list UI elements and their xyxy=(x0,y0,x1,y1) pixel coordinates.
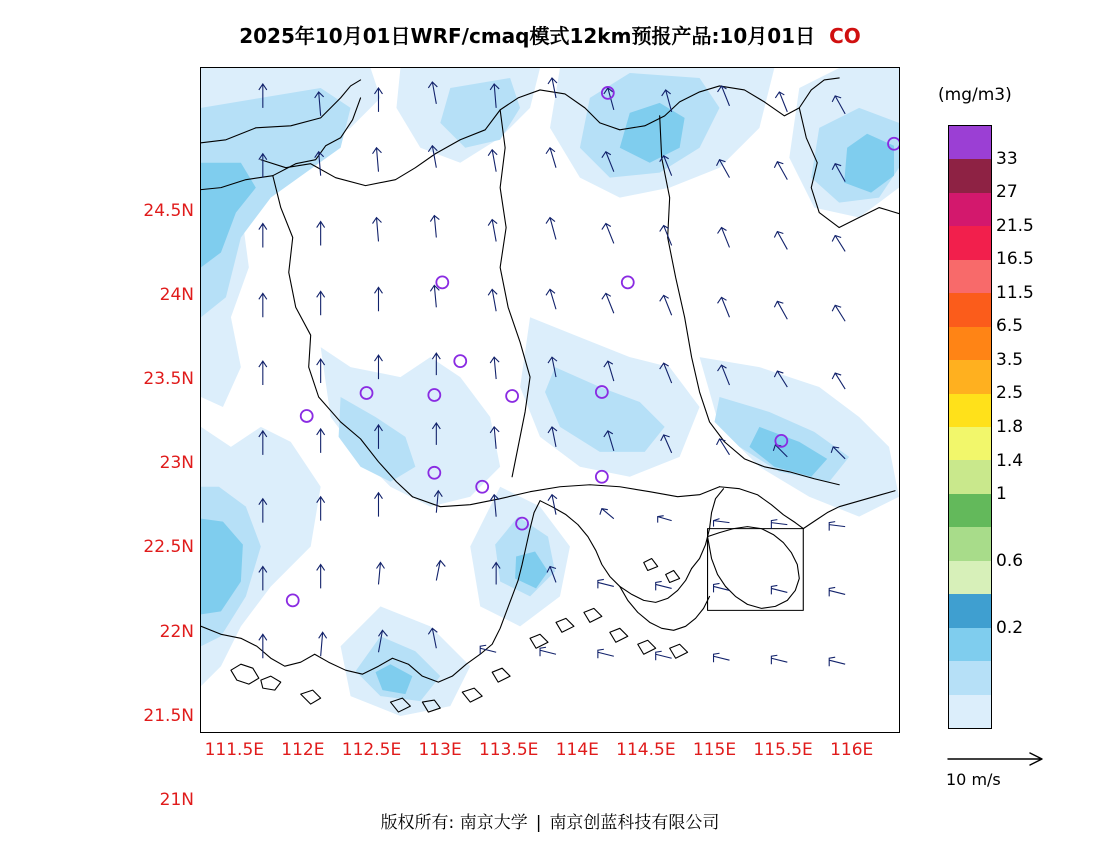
colorbar-cell xyxy=(949,695,991,728)
colorbar-cell xyxy=(949,193,991,226)
x-axis-labels xyxy=(200,740,900,768)
y-axis-tick: 21N xyxy=(159,789,194,810)
wind-scale-label: 10 m/s xyxy=(946,770,1001,789)
colorbar-tick: 33 xyxy=(996,148,1018,169)
x-axis-tick: 113.5E xyxy=(478,740,539,760)
footer-copyright xyxy=(0,808,1100,833)
y-axis-tick: 22.5N xyxy=(143,537,194,558)
colorbar-cell xyxy=(949,594,991,627)
colorbar-tick: 0.6 xyxy=(996,551,1024,572)
colorbar-cell xyxy=(949,126,991,159)
colorbar-cell xyxy=(949,360,991,393)
colorbar-cell xyxy=(949,427,991,460)
footer-right: 南京创蓝科技有限公司 xyxy=(549,813,720,833)
x-axis-tick: 114E xyxy=(555,740,599,760)
colorbar-cell xyxy=(949,561,991,594)
x-axis-tick: 115E xyxy=(692,740,737,760)
y-axis-tick: 24.5N xyxy=(143,200,194,221)
colorbar-cell xyxy=(949,494,991,527)
colorbar-cell xyxy=(949,527,991,560)
colorbar-tick: 0.2 xyxy=(996,618,1024,639)
colorbar-cell xyxy=(949,628,991,661)
y-axis-labels xyxy=(120,67,194,810)
colorbar-tick: 2.5 xyxy=(996,383,1024,404)
y-axis-tick: 24N xyxy=(159,284,194,305)
y-axis-tick: 22N xyxy=(159,621,194,642)
colorbar-tick: 21.5 xyxy=(996,215,1034,236)
colorbar-tick: 3.5 xyxy=(996,349,1024,370)
footer-left: 版权所有: 南京大学 xyxy=(380,813,528,833)
x-axis-tick: 111.5E xyxy=(204,740,265,760)
map-svg xyxy=(201,68,899,732)
colorbar-cell xyxy=(949,260,991,293)
colorbar-tick: 1.8 xyxy=(996,417,1024,437)
colorbar-cell xyxy=(949,460,991,493)
page-title xyxy=(0,20,1100,49)
colorbar-cell xyxy=(949,327,991,360)
colorbar xyxy=(948,125,992,729)
colorbar-tick: 16.5 xyxy=(996,249,1034,270)
wind-scale-arrow-icon xyxy=(944,748,1064,770)
y-axis-tick: 21.5N xyxy=(143,705,194,726)
colorbar-cell xyxy=(949,226,991,259)
colorbar-tick: 27 xyxy=(996,182,1018,203)
colorbar-ticks xyxy=(996,125,1096,729)
colorbar-tick: 6.5 xyxy=(996,316,1024,337)
colorbar-tick: 1 xyxy=(996,484,1007,505)
footer-separator: | xyxy=(535,813,542,833)
y-axis-tick: 23N xyxy=(159,453,194,474)
colorbar-cell xyxy=(949,159,991,192)
map-plot-area[interactable] xyxy=(200,67,900,733)
colorbar-cell xyxy=(949,661,991,694)
x-axis-tick: 113E xyxy=(418,740,462,760)
colorbar-tick: 11.5 xyxy=(996,282,1034,303)
x-axis-tick: 116E xyxy=(830,740,874,760)
colorbar-tick: 1.4 xyxy=(996,450,1024,471)
colorbar-units: (mg/m3) xyxy=(938,85,1012,105)
colorbar-cell xyxy=(949,394,991,427)
wind-scale-legend xyxy=(944,748,1084,798)
x-axis-tick: 115.5E xyxy=(753,740,813,760)
x-axis-tick: 114.5E xyxy=(616,740,676,760)
page-title-variable: CO xyxy=(829,24,861,48)
x-axis-tick: 112E xyxy=(281,740,325,760)
page-title-main: 2025年10月01日WRF/cmaq模式12km预报产品:10月01日 xyxy=(239,24,816,48)
x-axis-tick: 112.5E xyxy=(341,740,402,760)
colorbar-cell xyxy=(949,293,991,326)
y-axis-tick: 23.5N xyxy=(143,368,194,389)
